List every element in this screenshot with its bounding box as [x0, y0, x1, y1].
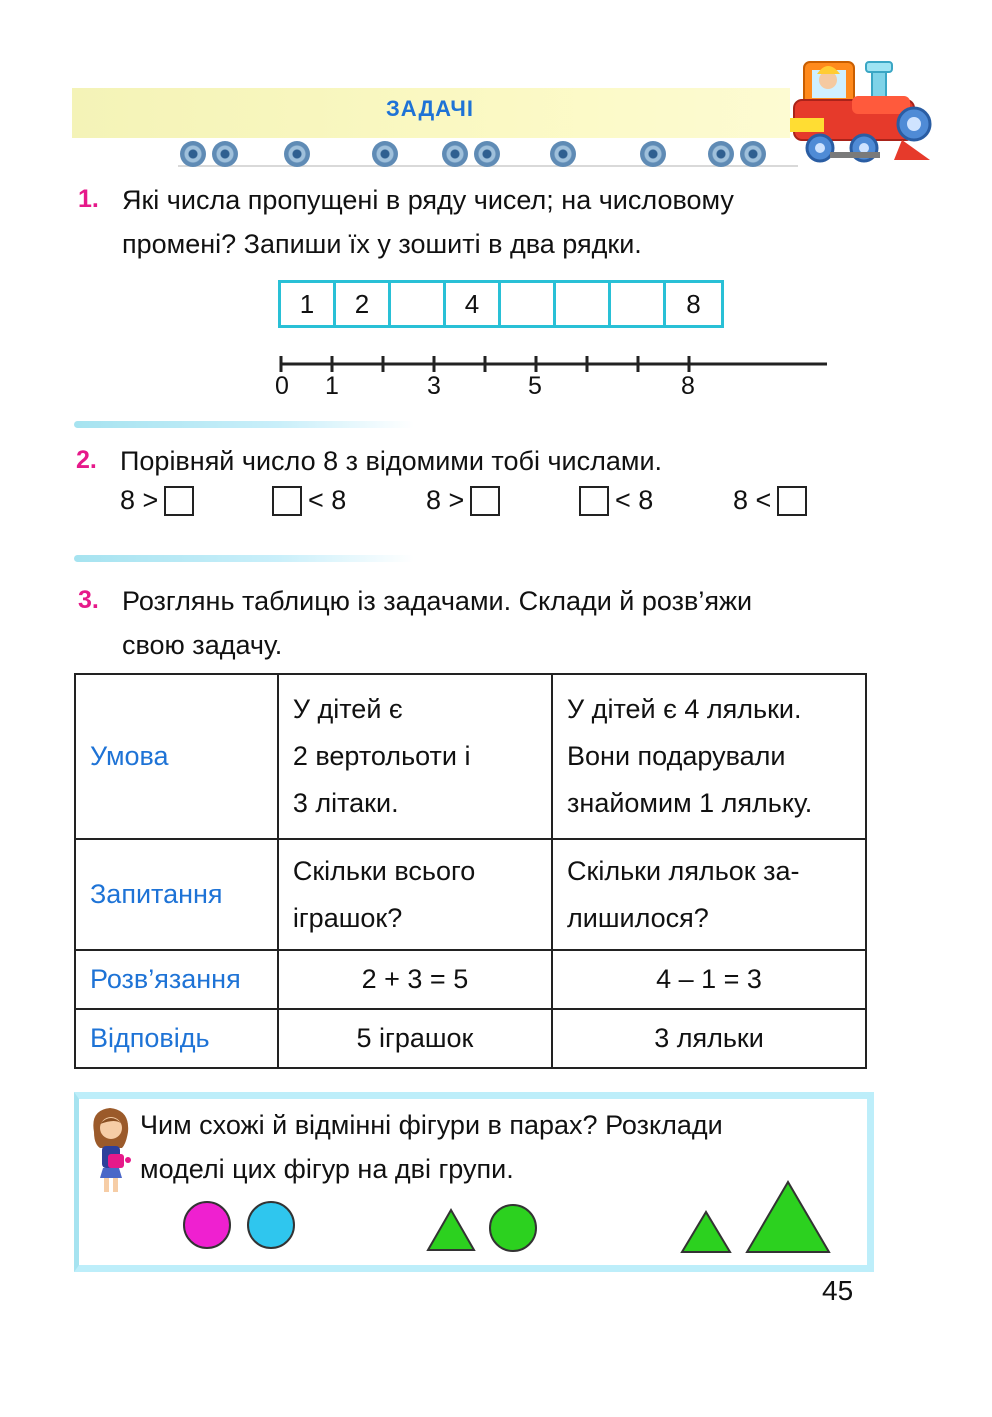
table-cell — [552, 839, 866, 950]
tasks-table — [74, 673, 867, 1069]
number-cell — [391, 283, 446, 325]
compare-item — [120, 485, 194, 516]
ray-label: 8 — [681, 372, 695, 400]
answer-box[interactable] — [164, 486, 194, 516]
cyan-circle — [248, 1202, 294, 1248]
table-row — [75, 1009, 866, 1068]
row-header: Умова — [75, 674, 278, 839]
magenta-circle — [184, 1202, 230, 1248]
task-number: 1. — [78, 185, 99, 213]
ray-label: 5 — [528, 372, 542, 400]
ray-label: 3 — [427, 372, 441, 400]
task-text-line: Які числа пропущені в ряду чисел; на числовому — [122, 185, 734, 215]
task-text-line: Порівняй число 8 з відомими тобі числами. — [120, 446, 663, 476]
wheel-icon — [284, 141, 310, 167]
cell-line: 2 вертольоти і — [292, 741, 471, 771]
table-cell — [278, 674, 552, 839]
wheel-icon — [740, 141, 766, 167]
number-cell: 8 — [686, 288, 701, 319]
green-triangle-medium — [682, 1212, 730, 1252]
number-cell — [501, 283, 556, 325]
table-row — [75, 950, 866, 1009]
row-header: Розв’язання — [75, 950, 278, 1009]
answer-box[interactable] — [777, 486, 807, 516]
cell-line: У дітей є — [292, 694, 403, 724]
compare-expression: 8 > — [426, 485, 465, 515]
number-cell — [556, 283, 611, 325]
answer-box[interactable] — [579, 486, 609, 516]
answer-box[interactable] — [470, 486, 500, 516]
row-header: Відповідь — [75, 1009, 278, 1068]
compare-expression: < 8 — [615, 485, 654, 515]
shapes-group — [170, 1170, 850, 1260]
wheel-icon — [474, 141, 500, 167]
table-cell: 5 іграшок — [278, 1009, 552, 1068]
cell-line: Вони подарували — [567, 741, 786, 771]
table-row — [75, 839, 866, 950]
task-text-line: промені? Запиши їх у зошиті в два рядки. — [122, 229, 642, 259]
page-title: ЗАДАЧІ — [386, 96, 474, 121]
girl-icon — [86, 1104, 136, 1196]
cell-line: іграшок? — [292, 902, 403, 933]
cell-line: У дітей є 4 ляльки. — [567, 694, 802, 724]
table-cell — [552, 674, 866, 839]
wheel-icon — [550, 141, 576, 167]
cell-line: 3 літаки. — [292, 788, 399, 818]
green-circle — [490, 1205, 536, 1251]
green-triangle-small — [428, 1210, 474, 1250]
number-cell: 2 — [336, 283, 391, 325]
wheel-icon — [640, 141, 666, 167]
wheel-icon — [442, 141, 468, 167]
compare-item — [272, 485, 346, 516]
cell-line: знайомим 1 ляльку. — [567, 788, 813, 818]
task-number: 2. — [76, 446, 97, 474]
separator — [74, 421, 414, 428]
locomotive-icon — [790, 40, 935, 170]
compare-expression: < 8 — [308, 485, 347, 515]
number-cell: 4 — [446, 283, 501, 325]
cell-line: лишилося? — [567, 902, 709, 933]
compare-expression: 8 < — [733, 485, 772, 515]
compare-expression: 8 > — [120, 485, 159, 515]
number-row — [278, 280, 724, 328]
compare-item — [579, 485, 653, 516]
wheel-icon — [180, 141, 206, 167]
cell-line: Скільки ляльок за- — [567, 855, 800, 886]
task-text-line: свою задачу. — [122, 630, 283, 660]
table-row — [75, 674, 866, 839]
compare-item — [426, 485, 500, 516]
question-text-line: Чим схожі й відмінні фігури в парах? Розклади — [140, 1110, 723, 1140]
table-cell — [278, 839, 552, 950]
question-text-line: моделі цих фігур на дві групи. — [140, 1154, 514, 1184]
green-triangle-large — [747, 1182, 829, 1252]
task-text-line: Розглянь таблицю із задачами. Склади й розв’яжи — [122, 586, 753, 616]
number-cell — [611, 283, 666, 325]
number-ray — [270, 350, 835, 380]
ray-label: 0 — [275, 372, 289, 400]
table-cell: 2 + 3 = 5 — [278, 950, 552, 1009]
compare-item — [733, 485, 807, 516]
page-number: 45 — [822, 1275, 854, 1306]
wheel-icon — [212, 141, 238, 167]
cell-line: Скільки всього — [292, 855, 476, 886]
wheel-icon — [372, 141, 398, 167]
separator — [74, 555, 414, 562]
answer-box[interactable] — [272, 486, 302, 516]
table-cell: 4 – 1 = 3 — [552, 950, 866, 1009]
table-cell: 3 ляльки — [552, 1009, 866, 1068]
wheel-icon — [708, 141, 734, 167]
number-cell: 1 — [281, 283, 336, 325]
task-number: 3. — [78, 586, 99, 614]
ray-label: 1 — [325, 372, 339, 400]
row-header: Запитання — [75, 839, 278, 950]
